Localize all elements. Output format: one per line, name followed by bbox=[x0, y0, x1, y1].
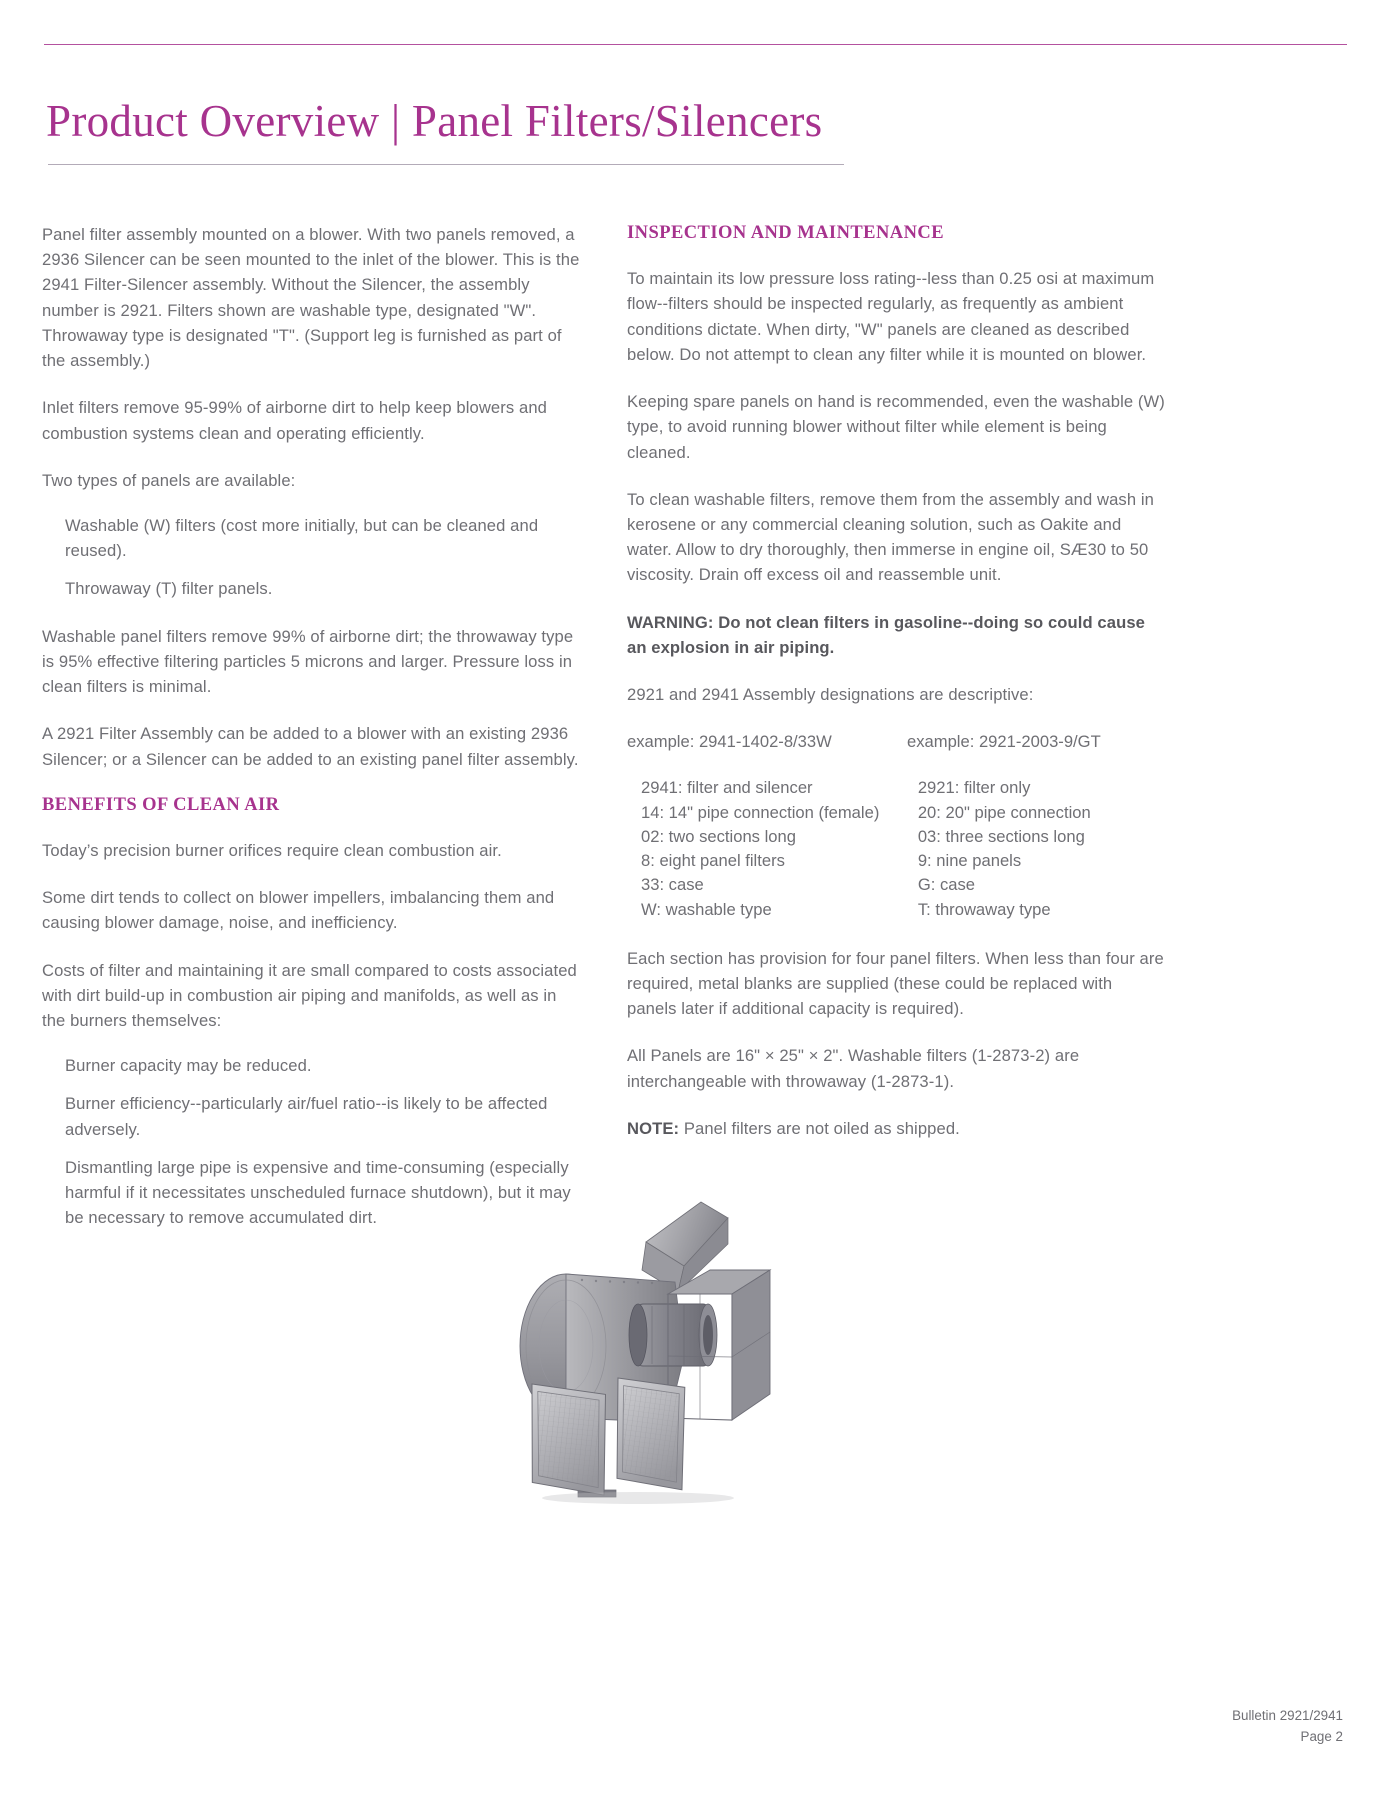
legend-item: 14: 14" pipe connection (female) bbox=[641, 802, 880, 822]
page-title: Product Overview | Panel Filters/Silencers bbox=[46, 96, 823, 147]
list-item: Burner efficiency--particularly air/fuel ratio--is likely to be affected adversely. bbox=[65, 1094, 548, 1139]
legend-item: 03: three sections long bbox=[917, 826, 1085, 846]
paragraph-washable-effectiveness: Washable panel filters remove 99% of airborne dirt; the throwaway type is 95% effective filtering particles 5 microns and larger. Pressure loss in clean filters is minimal. bbox=[42, 626, 574, 697]
right-column bbox=[627, 222, 1165, 1163]
paragraph-inlet-filters: Inlet filters remove 95-99% of airborne dirt to help keep blowers and combustion systems clean and operating efficiently. bbox=[42, 398, 547, 443]
product-photo-blower-filter-assembly bbox=[470, 1196, 810, 1506]
legend-item: 33: case bbox=[641, 875, 704, 895]
paragraph-designations-lead: 2921 and 2941 Assembly designations are descriptive: bbox=[627, 685, 1034, 705]
example-2941: example: 2941-1402-8/33W bbox=[627, 732, 832, 752]
header-top-rule bbox=[44, 44, 1347, 45]
heading-benefits-of-clean-air: BENEFITS OF CLEAN AIR bbox=[42, 794, 280, 815]
left-column bbox=[42, 222, 582, 1253]
list-item: Burner capacity may be reduced. bbox=[65, 1056, 312, 1076]
footer-page-number: Page 2 bbox=[1300, 1729, 1343, 1745]
list-item: Throwaway (T) filter panels. bbox=[65, 579, 273, 599]
page-footer bbox=[1232, 1705, 1343, 1748]
paragraph-precision-orifices: Today’s precision burner orifices require clean combustion air. bbox=[42, 840, 502, 860]
list-item: Dismantling large pipe is expensive and time-consuming (especially harmful if it necessitates unscheduled furnace shutdown), but it may be necessary to remove accumulated dirt. bbox=[65, 1157, 571, 1228]
legend-item: 2921: filter only bbox=[917, 778, 1031, 798]
heading-inspection-and-maintenance: INSPECTION AND MAINTENANCE bbox=[627, 223, 944, 243]
note-label: NOTE: bbox=[627, 1118, 680, 1138]
list-item: Washable (W) filters (cost more initially, but can be cleaned and reused). bbox=[65, 515, 539, 561]
legend-item: 2941: filter and silencer bbox=[641, 778, 813, 798]
footer-bulletin: Bulletin 2921/2941 bbox=[1232, 1707, 1343, 1723]
legend-item: W: washable type bbox=[641, 899, 772, 919]
example-2921: example: 2921-2003-9/GT bbox=[907, 732, 1101, 752]
legend-item: 20: 20" pipe connection bbox=[917, 802, 1091, 822]
legend-column-2941 bbox=[641, 776, 918, 921]
paragraph-two-types-lead: Two types of panels are available: bbox=[42, 470, 296, 490]
legend-column-2921 bbox=[918, 776, 1165, 921]
paragraph-cleaning-procedure: To clean washable filters, remove them from the assembly and wash in kerosene or any commercial cleaning solution, such as Oakite and water. Allow to dry thoroughly, then immerse in engine oil, SÆ30 to 50 viscosity. Drain off excess oil and reassemble unit. bbox=[627, 489, 1154, 585]
paragraph-assembly-upgrade: A 2921 Filter Assembly can be added to a blower with an existing 2936 Silencer; or a Silencer can be added to an existing panel filter assembly. bbox=[42, 724, 579, 769]
paragraph-intro: Panel filter assembly mounted on a blower. With two panels removed, a 2936 Silencer can be seen mounted to the inlet of the blower. This is the 2941 Filter-Silencer assembly. Without the Silencer, the assembly number is 2921. Filters shown are washable type, designated "W". Throwaway type is designated "T". (Support leg is furnished as part of the assembly.) bbox=[42, 225, 580, 371]
paragraph-maintain-rating: To maintain its low pressure loss rating--less than 0.25 osi at maximum flow--filters should be inspected regularly, as frequently as ambient conditions dictate. When dirty, "W" panels are cleaned as described below. Do not attempt to clean any filter while it is mounted on blower. bbox=[627, 269, 1155, 364]
paragraph-spare-panels: Keeping spare panels on hand is recommended, even the washable (W) type, to avoid running blower without filter while element is being cleaned. bbox=[627, 392, 1165, 462]
bullet-list-panel-types bbox=[42, 513, 582, 602]
paragraph-section-provision: Each section has provision for four panel filters. When less than four are required, metal blanks are supplied (these could be replaced with panels later if additional capacity is required). bbox=[627, 948, 1164, 1019]
legend-item: 8: eight panel filters bbox=[641, 851, 785, 871]
paragraph-panel-dimensions: All Panels are 16" × 25" × 2". Washable filters (1-2873-2) are interchangeable with throwaway (1-2873-1). bbox=[627, 1046, 1080, 1091]
paragraph-note bbox=[627, 1116, 1165, 1141]
legend-item: G: case bbox=[917, 875, 976, 895]
paragraph-costs-lead: Costs of filter and maintaining it are small compared to costs associated with dirt build-up in combustion air piping and manifolds, as well as in the burners themselves: bbox=[42, 960, 577, 1030]
warning-text: WARNING: Do not clean filters in gasoline--doing so could cause an explosion in air piping. bbox=[627, 612, 1145, 657]
header-bottom-rule bbox=[48, 164, 844, 165]
legend-item: 9: nine panels bbox=[917, 851, 1022, 871]
legend-item: T: throwaway type bbox=[917, 899, 1051, 919]
example-designations-row bbox=[627, 729, 1165, 754]
paragraph-dirt-impellers: Some dirt tends to collect on blower impellers, imbalancing them and causing blower damage, noise, and inefficiency. bbox=[42, 888, 555, 933]
note-text: Panel filters are not oiled as shipped. bbox=[679, 1118, 960, 1138]
legend-item: 02: two sections long bbox=[641, 826, 796, 846]
designation-legend bbox=[627, 776, 1165, 921]
